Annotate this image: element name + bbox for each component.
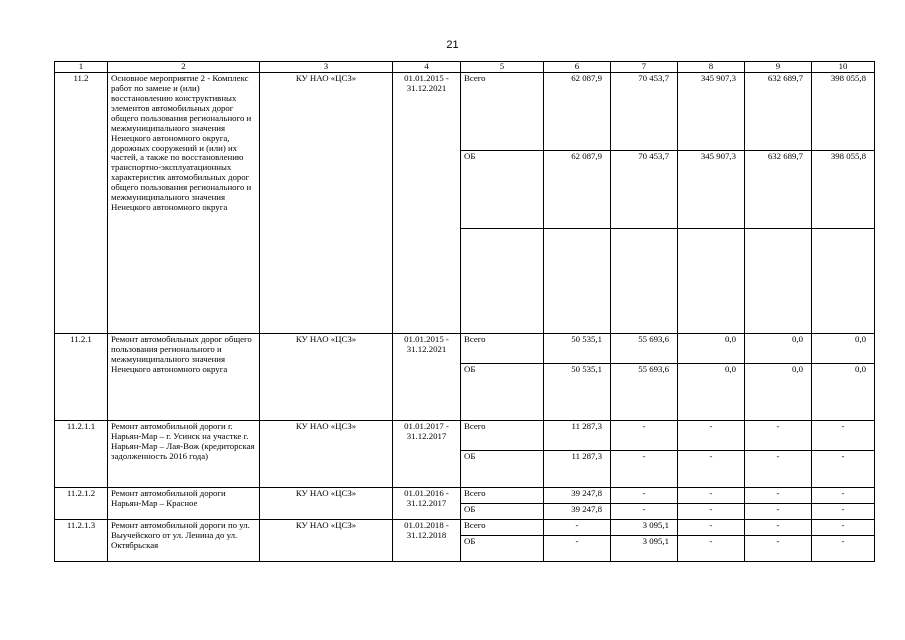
executor-cell: КУ НАО «ЦСЗ» xyxy=(260,333,393,420)
amount-cell-v6: 62 087,9 xyxy=(544,150,611,228)
amount-cell-v9: - xyxy=(745,503,812,519)
amount-cell-v6: - xyxy=(544,519,611,535)
activity-name-cell: Ремонт автомобильных дорог общего пользования регионального и межмуниципального значения Ненецкого автономного округа xyxy=(108,333,260,420)
funding-source-cell: ОБ xyxy=(461,535,544,561)
amount-cell-v8: - xyxy=(678,519,745,535)
amount-cell-v7 xyxy=(611,228,678,333)
amount-cell-v7: 70 453,7 xyxy=(611,150,678,228)
program-table xyxy=(54,61,875,562)
amount-cell-v6: 50 535,1 xyxy=(544,333,611,363)
amount-cell-v10: 398 055,8 xyxy=(812,150,875,228)
executor-cell: КУ НАО «ЦСЗ» xyxy=(260,72,393,333)
table-row xyxy=(55,333,875,363)
executor-cell: КУ НАО «ЦСЗ» xyxy=(260,420,393,487)
amount-cell-v10: 0,0 xyxy=(812,363,875,420)
amount-cell-v10: - xyxy=(812,519,875,535)
header-cell: 5 xyxy=(461,62,544,73)
amount-cell-v8: - xyxy=(678,420,745,450)
amount-cell-v9: - xyxy=(745,519,812,535)
header-cell: 7 xyxy=(611,62,678,73)
funding-source-cell: Всего xyxy=(461,487,544,503)
amount-cell-v9: 632 689,7 xyxy=(745,72,812,150)
amount-cell-v7: 3 095,1 xyxy=(611,535,678,561)
table-row xyxy=(55,519,875,535)
amount-cell-v8: - xyxy=(678,503,745,519)
header-cell: 1 xyxy=(55,62,108,73)
funding-source-cell: Всего xyxy=(461,72,544,150)
row-number-cell: 11.2 xyxy=(55,72,108,333)
amount-cell-v7: 3 095,1 xyxy=(611,519,678,535)
period-cell: 01.01.2016 - 31.12.2017 xyxy=(393,487,461,519)
funding-source-cell: ОБ xyxy=(461,450,544,487)
row-number-cell: 11.2.1.3 xyxy=(55,519,108,561)
amount-cell-v10: - xyxy=(812,450,875,487)
amount-cell-v9: - xyxy=(745,487,812,503)
amount-cell-v8: 0,0 xyxy=(678,333,745,363)
activity-name-cell: Основное мероприятие 2 - Комплекс работ по замене и (или) восстановлению конструктивных элементов автомобильных дорог общего пользования регионального и межмуниципального значения Ненецкого автономного округа, дорожных сооружений и (или) их частей, а также по восстановлению транспортно-эксплуатационных характеристик автомобильных дорог общего пользования регионального и межмуниципального значения Ненецкого автономного округа xyxy=(108,72,260,333)
amount-cell-v6: 39 247,8 xyxy=(544,487,611,503)
funding-source-cell: ОБ xyxy=(461,503,544,519)
amount-cell-v9 xyxy=(745,228,812,333)
page-number: 21 xyxy=(446,39,459,51)
funding-source-cell: Всего xyxy=(461,519,544,535)
header-cell: 3 xyxy=(260,62,393,73)
activity-name-cell: Ремонт автомобильной дороги г. Нарьян-Мар – г. Усинск на участке г. Нарьян-Мар – Лая-Вож (кредиторская задолженность 2016 года) xyxy=(108,420,260,487)
amount-cell-v6: 11 287,3 xyxy=(544,420,611,450)
amount-cell-v7: 55 693,6 xyxy=(611,333,678,363)
amount-cell-v7: - xyxy=(611,503,678,519)
amount-cell-v9: - xyxy=(745,535,812,561)
amount-cell-v8: - xyxy=(678,535,745,561)
header-cell: 6 xyxy=(544,62,611,73)
amount-cell-v10: - xyxy=(812,503,875,519)
amount-cell-v6: 62 087,9 xyxy=(544,72,611,150)
amount-cell-v10: - xyxy=(812,420,875,450)
funding-source-cell: ОБ xyxy=(461,150,544,228)
period-cell: 01.01.2018 - 31.12.2018 xyxy=(393,519,461,561)
amount-cell-v6: 11 287,3 xyxy=(544,450,611,487)
row-number-cell: 11.2.1.1 xyxy=(55,420,108,487)
amount-cell-v7: - xyxy=(611,450,678,487)
amount-cell-v9: 0,0 xyxy=(745,333,812,363)
row-number-cell: 11.2.1 xyxy=(55,333,108,420)
funding-source-cell: ОБ xyxy=(461,363,544,420)
funding-source-cell: Всего xyxy=(461,333,544,363)
amount-cell-v10: - xyxy=(812,535,875,561)
amount-cell-v8 xyxy=(678,228,745,333)
amount-cell-v10 xyxy=(812,228,875,333)
table-row xyxy=(55,72,875,150)
funding-source-cell: Всего xyxy=(461,420,544,450)
activity-name-cell: Ремонт автомобильной дороги Нарьян-Мар – Красное xyxy=(108,487,260,519)
header-cell: 10 xyxy=(812,62,875,73)
period-cell: 01.01.2015 - 31.12.2021 xyxy=(393,333,461,420)
amount-cell-v10: 0,0 xyxy=(812,333,875,363)
amount-cell-v8: 345 907,3 xyxy=(678,72,745,150)
amount-cell-v8: - xyxy=(678,487,745,503)
executor-cell: КУ НАО «ЦСЗ» xyxy=(260,519,393,561)
table-row xyxy=(55,487,875,503)
period-cell: 01.01.2017 - 31.12.2017 xyxy=(393,420,461,487)
table-header-row xyxy=(55,62,875,73)
amount-cell-v10: 398 055,8 xyxy=(812,72,875,150)
row-number-cell: 11.2.1.2 xyxy=(55,487,108,519)
activity-name-cell: Ремонт автомобильной дороги по ул. Выучейского от ул. Ленина до ул. Октябрьская xyxy=(108,519,260,561)
amount-cell-v6: 39 247,8 xyxy=(544,503,611,519)
amount-cell-v9: - xyxy=(745,420,812,450)
amount-cell-v6: 50 535,1 xyxy=(544,363,611,420)
amount-cell-v8: - xyxy=(678,450,745,487)
header-cell: 9 xyxy=(745,62,812,73)
amount-cell-v8: 345 907,3 xyxy=(678,150,745,228)
amount-cell-v7: - xyxy=(611,420,678,450)
header-cell: 8 xyxy=(678,62,745,73)
table-row xyxy=(55,420,875,450)
amount-cell-v8: 0,0 xyxy=(678,363,745,420)
amount-cell-v9: - xyxy=(745,450,812,487)
amount-cell-v7: 70 453,7 xyxy=(611,72,678,150)
amount-cell-v10: - xyxy=(812,487,875,503)
amount-cell-v6: - xyxy=(544,535,611,561)
amount-cell-v6 xyxy=(544,228,611,333)
amount-cell-v9: 632 689,7 xyxy=(745,150,812,228)
executor-cell: КУ НАО «ЦСЗ» xyxy=(260,487,393,519)
funding-source-cell xyxy=(461,228,544,333)
amount-cell-v7: 55 693,6 xyxy=(611,363,678,420)
header-cell: 2 xyxy=(108,62,260,73)
header-cell: 4 xyxy=(393,62,461,73)
amount-cell-v9: 0,0 xyxy=(745,363,812,420)
period-cell: 01.01.2015 - 31.12.2021 xyxy=(393,72,461,333)
amount-cell-v7: - xyxy=(611,487,678,503)
